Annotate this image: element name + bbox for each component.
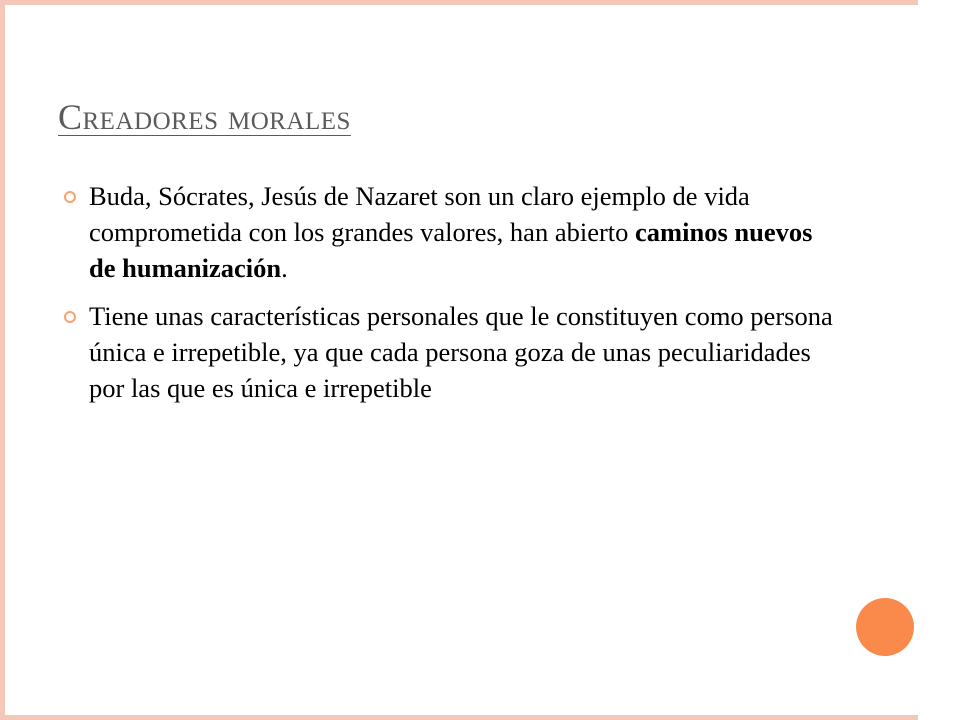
bullet-ring-icon: [64, 191, 76, 203]
bullet-text-bold: caminos nuevos de humanización: [89, 217, 813, 283]
slide-title: Creadores morales: [58, 97, 351, 137]
bottom-border: [0, 715, 920, 720]
top-border: [0, 0, 920, 5]
bullet-ring-icon: [64, 311, 76, 323]
bullet-text-pre: Buda, Sócrates, Jesús de Nazaret son un claro ejemplo de vida comprometida con los grandes valores, han abierto: [89, 181, 750, 247]
bullet-item: [58, 298, 838, 406]
bullet-text: Tiene unas características personales que le constituyen como persona única e irrepetible, ya que cada persona goza de unas peculiaridades por las que es única e irrepetible: [89, 301, 833, 403]
decorative-circle: [856, 598, 914, 656]
bullet-text: [89, 181, 812, 283]
bullet-item: [58, 178, 838, 286]
left-border: [0, 0, 5, 720]
bullet-text-post: .: [281, 253, 288, 283]
bullet-list: [58, 178, 838, 418]
right-decorative-band: [918, 0, 960, 720]
